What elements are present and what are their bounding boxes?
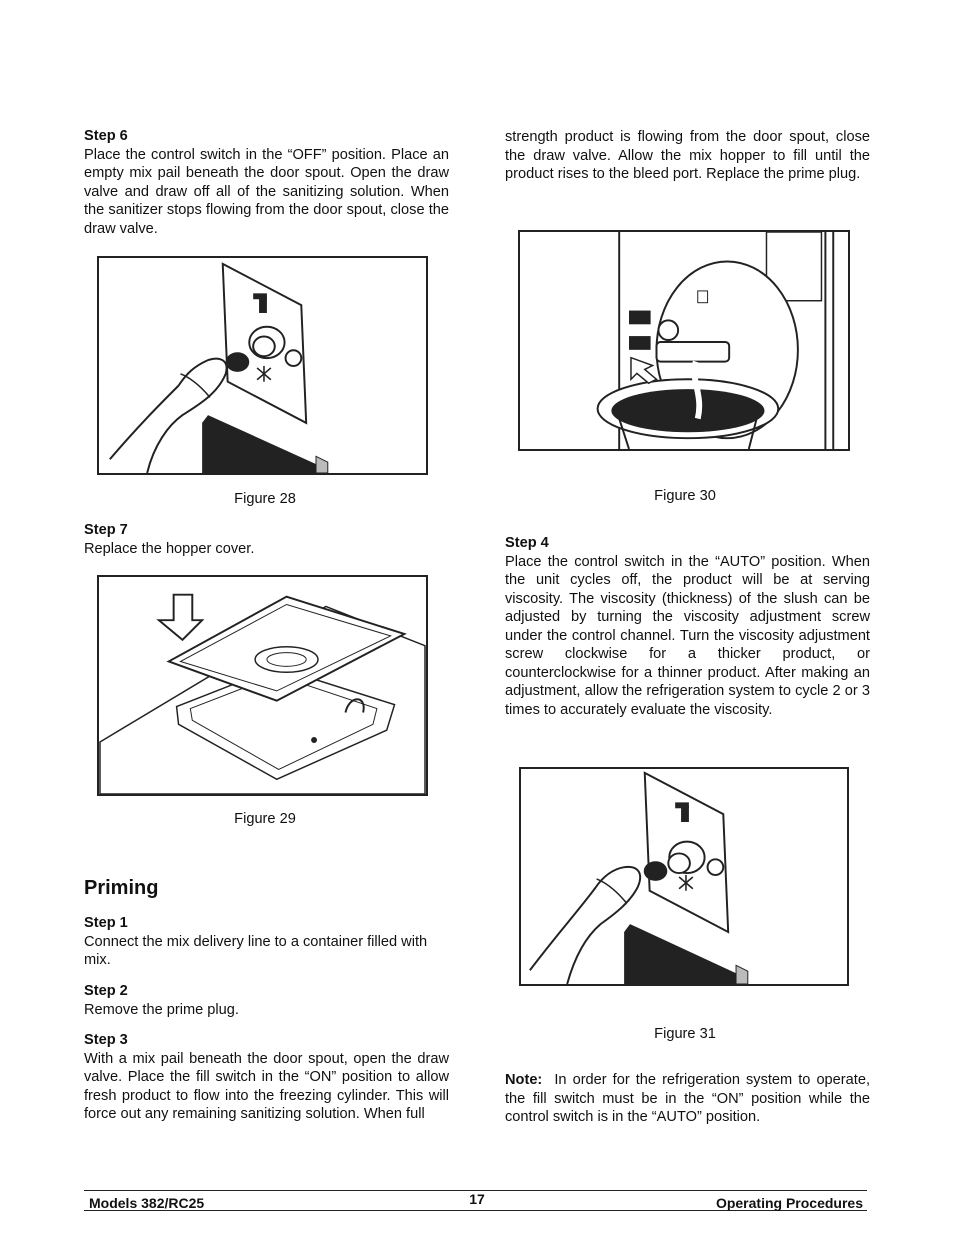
figure-29-illustration <box>97 575 428 796</box>
priming-step2-title: Step 2 <box>84 983 128 999</box>
figure-31-illustration <box>519 767 849 986</box>
figure-31-caption: Figure 31 <box>654 1026 716 1042</box>
priming-step3-block <box>84 1031 449 1124</box>
priming-step2-text: Remove the prime plug. <box>84 1001 239 1018</box>
priming-step1-title: Step 1 <box>84 915 128 931</box>
note-text: In order for the refrigeration system to operate, the fill switch must be in the “ON” position while the control switch is in the “AUTO” position. <box>505 1072 870 1125</box>
step7-block <box>84 521 449 558</box>
figure-30-caption: Figure 30 <box>654 488 716 504</box>
figure-28-caption: Figure 28 <box>234 491 296 507</box>
step6-block <box>84 127 449 238</box>
note-block <box>505 1071 870 1127</box>
step4-title: Step 4 <box>505 535 549 551</box>
note-label: Note: <box>505 1072 543 1088</box>
step4-block <box>505 534 870 719</box>
step6-text: Place the control switch in the “OFF” position. Place an empty mix pail beneath the door spout. Open the draw valve and draw off all of the sanitizing solution. When the sanitizer stops flowing from the door spout, close the draw valve. <box>84 146 449 237</box>
step7-title: Step 7 <box>84 522 128 538</box>
step3-continued-block <box>505 128 870 184</box>
footer-section: Operating Procedures <box>715 1195 863 1211</box>
priming-step3-text: With a mix pail beneath the door spout, open the draw valve. Place the fill switch in the “ON” position to allow fresh product to flow into the freezing cylinder. This will force out any remaining sanitizing solution. When full <box>84 1050 449 1122</box>
step4-text: Place the control switch in the “AUTO” position. When the unit cycles off, the product will be at serving viscosity. The viscosity (thickness) of the slush can be adjusted by turning the viscosity adjustment screw under the control channel. Turn the viscosity adjustment screw clockwise for a thicker product, or counterclockwise for a thinner product. After making an adjustment, allow the refrigeration system to cycle 2 or 3 times to accurately evaluate the viscosity. <box>505 553 870 718</box>
priming-step1-block <box>84 914 449 970</box>
step6-title: Step 6 <box>84 128 128 144</box>
priming-step3-title: Step 3 <box>84 1032 128 1048</box>
figure-30-illustration <box>518 230 850 451</box>
priming-step1-text: Connect the mix delivery line to a container filled with mix. <box>84 933 428 968</box>
step3-continued-text: strength product is flowing from the door spout, close the draw valve. Allow the mix hopper to fill until the product rises to the bleed port. Replace the prime plug. <box>505 129 870 182</box>
priming-heading: Priming <box>84 877 159 899</box>
footer-page-number: 17 <box>469 1191 485 1207</box>
figure-29-caption: Figure 29 <box>234 811 296 827</box>
figure-28-illustration <box>97 256 428 475</box>
priming-step2-block <box>84 982 449 1019</box>
step7-text: Replace the hopper cover. <box>84 540 255 557</box>
footer-models: Models 382/RC25 <box>89 1195 205 1211</box>
